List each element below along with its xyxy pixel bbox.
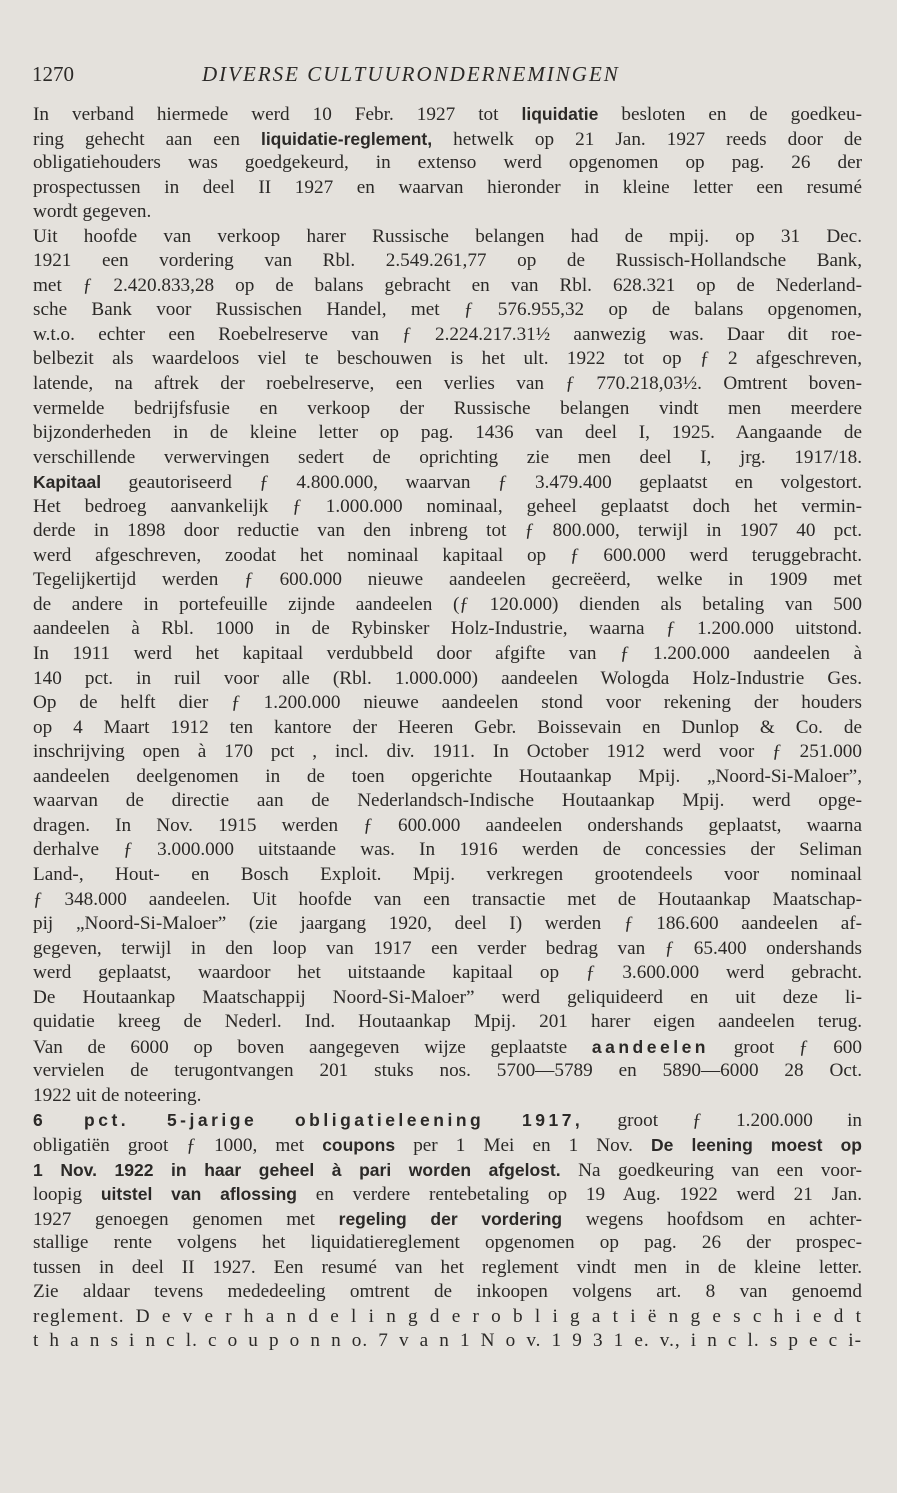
bold-term: coupons (322, 1134, 396, 1155)
text-run: geautoriseerd ƒ 4.800.000, waarvan ƒ 3.479.400 geplaatst en volgestort. (101, 472, 862, 494)
text-line (33, 1059, 862, 1084)
text-run: pij „Noord-Si-Maloer” (zie jaargang 1920, deel I) werden ƒ 186.600 aandeelen af- (33, 913, 862, 935)
text-line (33, 912, 862, 937)
text-line (33, 151, 862, 176)
text-line (33, 593, 862, 618)
text-line (33, 961, 862, 986)
text-run: 1922 uit de noteering. (33, 1084, 202, 1106)
text-run: sche Bank voor Russischen Handel, met ƒ 576.955,32 op de balans opgenomen, (33, 299, 862, 321)
running-title: DIVERSE CULTUURONDERNEMINGEN (202, 62, 620, 86)
text-line (33, 1280, 862, 1305)
text-run: w.t.o. echter een Roebelreserve van ƒ 2.224.217.31½ aanwezig was. Daar dit roe- (33, 323, 862, 345)
text-run: aandeelen deelgenomen in de toen opgerichte Houtaankap Mpij. „Noord-Si-Maloer”, (33, 765, 862, 787)
text-run: De Houtaankap Maatschappij Noord-Si-Maloer” werd geliquideerd en uit deze li- (33, 986, 862, 1008)
text-run: hetwelk op 21 Jan. 1927 reeds door de (432, 128, 862, 150)
text-run: op 4 Maart 1912 ten kantore der Heeren Gebr. Boissevain en Dunlop & Co. de (33, 716, 862, 738)
text-line (33, 446, 862, 471)
text-line (33, 495, 862, 520)
text-run: derde in 1898 door reductie van den inbreng tot ƒ 800.000, terwijl in 1907 40 pct. (33, 520, 862, 542)
text-run: werd geplaatst, waardoor het uitstaande kapitaal op ƒ 3.600.000 werd gebracht. (33, 962, 862, 984)
text-run: vervielen de terugontvangen 201 stuks nos. 5700—5789 en 5890—6000 28 Oct. (33, 1060, 862, 1082)
text-run: t h a n s i n c l. c o u p o n n o. 7 v a n 1 N o v. 1 9 3 1 e. v., i n c l. s p e c i- (33, 1330, 862, 1352)
text-run: vermelde bedrijfsfusie en verkoop der Russische belangen vindt men meerdere (33, 397, 862, 419)
text-line (33, 789, 862, 814)
text-line (33, 127, 862, 152)
bold-term: Kapitaal (33, 472, 102, 493)
text-line (33, 1084, 862, 1109)
text-run: belbezit als waardeloos viel te beschouwen is het ult. 1922 tot op ƒ 2 afgeschreven, (33, 348, 862, 370)
bold-term: 6 pct. 5-jarige obligatieleening 1917, (33, 1110, 584, 1131)
text-run: 140 pct. in ruil voor alle (Rbl. 1.000.000) aandeelen Wologda Holz-Industrie Ges. (33, 667, 862, 689)
text-line (33, 838, 862, 863)
text-line (33, 1158, 862, 1183)
text-line (33, 372, 862, 397)
text-line (33, 176, 862, 201)
text-run: wegens hoofdsom en achter- (562, 1208, 863, 1230)
text-run: groot ƒ 600 (709, 1036, 862, 1058)
text-line (33, 667, 862, 692)
text-run: ƒ 348.000 aandeelen. Uit hoofde van een transactie met de Houtaankap Maatschap- (33, 888, 862, 910)
text-line (33, 1305, 862, 1330)
text-line (33, 249, 862, 274)
text-line (33, 519, 862, 544)
text-line (33, 642, 862, 667)
text-run: ring gehecht aan een (33, 128, 261, 150)
text-run: derhalve ƒ 3.000.000 uitstaande was. In 1916 werden de concessies der Seliman (33, 839, 862, 861)
text-run: In 1911 werd het kapitaal verdubbeld door afgifte van ƒ 1.200.000 aandeelen à (33, 643, 862, 665)
text-line (33, 1329, 862, 1354)
text-line (33, 568, 862, 593)
text-run: besloten en de goedkeu- (598, 104, 862, 125)
text-line (33, 617, 862, 642)
text-run: reglement. D e v e r h a n d e l i n g d e r o b l i g a t i ë n g e s c h i e d t (33, 1305, 862, 1327)
text-line (33, 1182, 862, 1207)
text-line (33, 691, 862, 716)
text-run: de andere in portefeuille zijnde aandeelen (ƒ 120.000) dienden als betaling van 500 (33, 593, 862, 615)
text-line (33, 544, 862, 569)
text-line (33, 888, 862, 913)
text-line (33, 1035, 862, 1060)
text-line (33, 814, 862, 839)
text-line (33, 863, 862, 888)
text-run: In verband hiermede werd 10 Febr. 1927 tot (33, 104, 522, 125)
text-run: quidatie kreeg de Nederl. Ind. Houtaankap Mpij. 201 harer eigen aandeelen terug. (33, 1011, 862, 1033)
text-run: Uit hoofde van verkoop harer Russische belangen had de mpij. op 31 Dec. (33, 225, 862, 247)
text-run: Land-, Hout- en Bosch Exploit. Mpij. verkregen grootendeels voor nominaal (33, 863, 862, 885)
text-line (33, 1133, 862, 1158)
text-run: waarvan de directie aan de Nederlandsch-Indische Houtaankap Mpij. werd opge- (33, 790, 862, 812)
text-line (33, 1231, 862, 1256)
text-line (33, 740, 862, 765)
text-line (33, 1108, 862, 1133)
text-run: Tegelijkertijd werden ƒ 600.000 nieuwe aandeelen gecreëerd, welke in 1909 met (33, 569, 862, 591)
text-run: groot ƒ 1.200.000 in (583, 1110, 862, 1132)
bold-term: aandeelen (591, 1036, 709, 1057)
text-run: Op de helft dier ƒ 1.200.000 nieuwe aandeelen stond voor rekening der houders (33, 692, 862, 714)
text-line (33, 986, 862, 1011)
text-run: wordt gegeven. (33, 201, 152, 223)
bold-term: regeling der vordering (338, 1208, 563, 1229)
text-line (33, 716, 862, 741)
text-run: Na goedkeuring van een voor- (560, 1159, 862, 1181)
text-run: gegeven, terwijl in den loop van 1917 een verder bedrag van ƒ 65.400 ondershands (33, 937, 862, 959)
text-line (33, 200, 862, 225)
text-run: prospectussen in deel II 1927 en waarvan hieronder in kleine letter een resumé (33, 176, 862, 198)
text-line (33, 937, 862, 962)
text-line (33, 323, 862, 348)
text-line (33, 421, 862, 446)
text-line (33, 102, 862, 127)
text-line (33, 1256, 862, 1281)
text-run: verschillende verwervingen sedert de oprichting zie men deel I, jrg. 1917/18. (33, 446, 862, 468)
text-line (33, 397, 862, 422)
page-header (32, 62, 862, 92)
text-run: 1927 genoegen genomen met (33, 1208, 339, 1230)
text-line (33, 1207, 862, 1232)
text-line (33, 470, 862, 495)
text-line (33, 765, 862, 790)
text-run: werd afgeschreven, zoodat het nominaal kapitaal op ƒ 600.000 werd teruggebracht. (33, 544, 862, 566)
text-line (33, 274, 862, 299)
bold-term: 1 Nov. 1922 in haar geheel à pari worden afgelost. (33, 1159, 561, 1180)
text-line (33, 347, 862, 372)
text-run: dragen. In Nov. 1915 werden ƒ 600.000 aandeelen ondershands geplaatst, waarna (33, 814, 862, 836)
text-line (33, 298, 862, 323)
text-run: inschrijving open à 170 pct , incl. div. 1911. In October 1912 werd voor ƒ 251.000 (33, 741, 862, 763)
text-run: Van de 6000 op boven aangegeven wijze geplaatste (33, 1036, 592, 1058)
text-run: obligatiën groot ƒ 1000, met (33, 1134, 323, 1156)
text-run: stallige rente volgens het liquidatiereglement opgenomen op pag. 26 der prospec- (33, 1232, 862, 1254)
text-run: bijzonderheden in de kleine letter op pag. 1436 van deel I, 1925. Aangaande de (33, 422, 862, 444)
text-run: aandeelen à Rbl. 1000 in de Rybinsker Holz-Industrie, waarna ƒ 1.200.000 uitstond. (33, 618, 862, 640)
text-run: Zie aldaar tevens mededeeling omtrent de inkoopen volgens art. 8 van genoemd (33, 1281, 862, 1303)
text-line (33, 225, 862, 250)
text-run: obligatiehouders was goedgekeurd, in extenso werd opgenomen op pag. 26 der (33, 152, 862, 174)
text-run: en verdere rentebetaling op 19 Aug. 1922 werd 21 Jan. (297, 1184, 862, 1206)
text-line (33, 1010, 862, 1035)
body-text (33, 102, 862, 1354)
text-run: met ƒ 2.420.833,28 op de balans gebracht en van Rbl. 628.321 op de Nederland- (33, 274, 862, 296)
text-run: latende, na aftrek der roebelreserve, een verlies van ƒ 770.218,03½. Omtrent boven- (33, 373, 862, 395)
bold-term: uitstel van aflossing (100, 1184, 298, 1205)
text-run: loopig (33, 1184, 101, 1206)
text-run: tussen in deel II 1927. Een resumé van het reglement vindt men in de kleine letter. (33, 1256, 862, 1278)
bold-term: liquidatie-reglement, (260, 128, 433, 149)
text-run: 1921 een vordering van Rbl. 2.549.261,77 op de Russisch-Hollandsche Bank, (33, 250, 862, 272)
bold-term: De leening moest op (651, 1134, 862, 1155)
page-number: 1270 (32, 62, 74, 86)
text-run: Het bedroeg aanvankelijk ƒ 1.000.000 nominaal, geheel geplaatst doch het vermin- (33, 495, 862, 517)
bold-term: liquidatie (521, 104, 599, 124)
text-run: per 1 Mei en 1 Nov. (395, 1134, 651, 1156)
